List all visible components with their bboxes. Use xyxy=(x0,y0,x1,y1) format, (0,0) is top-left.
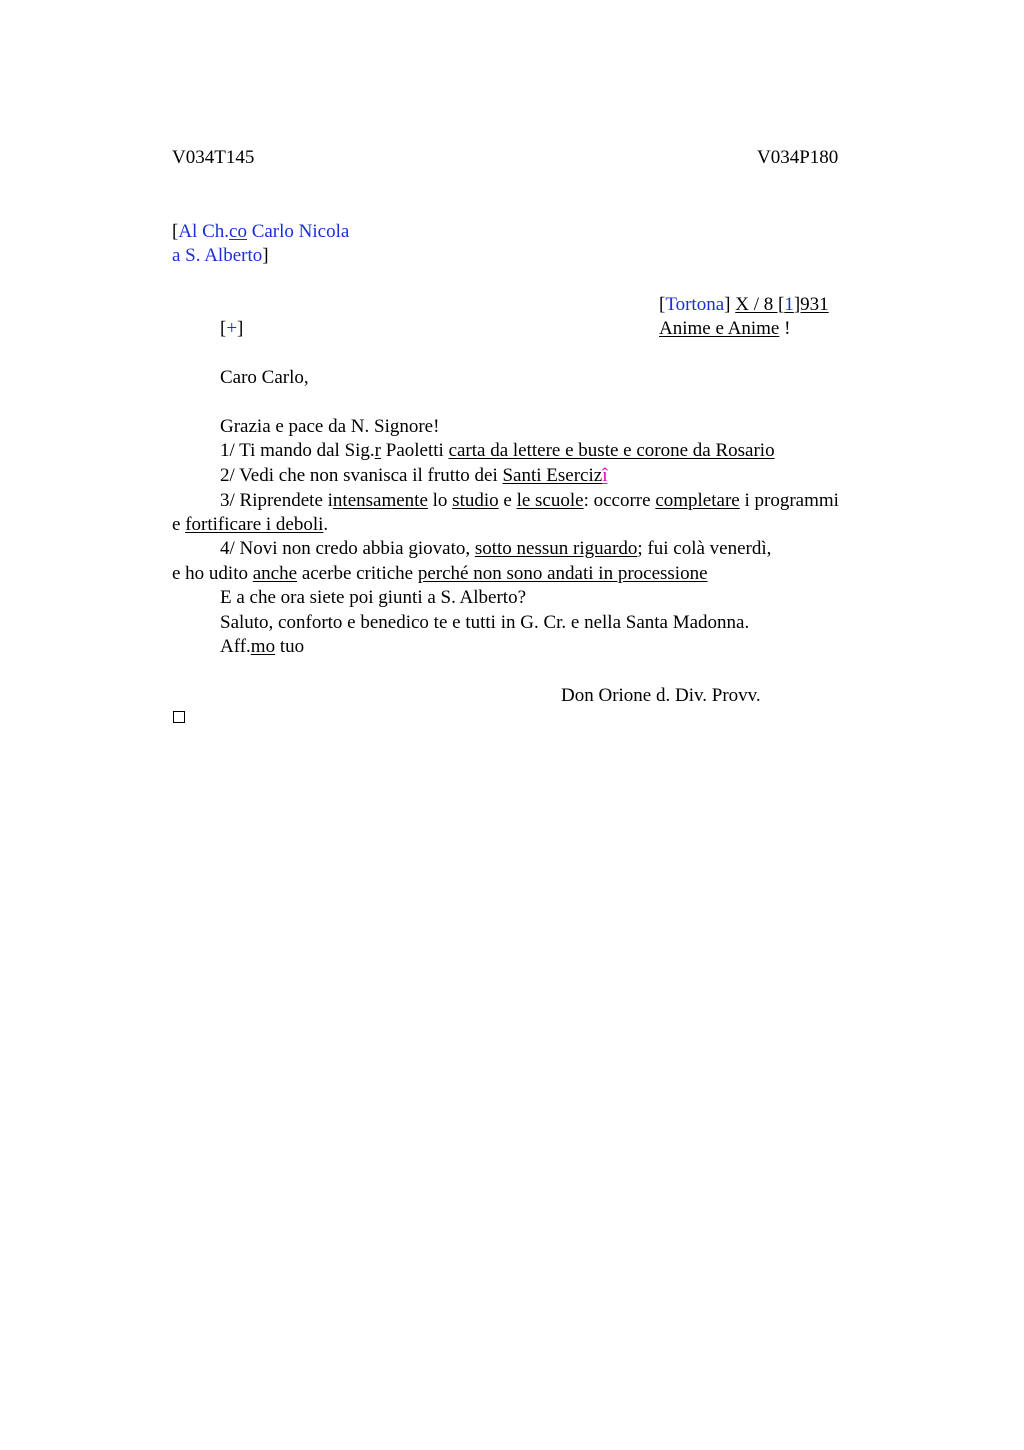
dateline-place: Tortona xyxy=(665,294,725,315)
document-code-left: V034T145 xyxy=(172,147,255,168)
point-4: 4/ Novi non credo abbia giovato, sotto nessun riguardo; fui colà venerdì, xyxy=(220,538,772,559)
addressee-prefix: Al Ch. xyxy=(178,221,230,242)
point-3: 3/ Riprendete intensamente lo studio e le scuole: occorre completare i programmi xyxy=(220,490,839,511)
closing: Aff.mo tuo xyxy=(220,636,305,657)
addressee-name: Carlo Nicola xyxy=(246,221,350,242)
point-2: 2/ Vedi che non svanisca il frutto dei Santi Esercizî xyxy=(220,465,608,486)
motto: Anime e Anime ! xyxy=(659,318,791,339)
dateline-date: X / 8 [1]931 xyxy=(735,294,829,315)
motto-text: Anime e Anime xyxy=(659,318,780,339)
point-1: 1/ Ti mando dal Sig.r Paoletti carta da lettere e buste e corone da Rosario xyxy=(220,440,775,461)
salutation: Grazia e pace da N. Signore! xyxy=(220,416,440,437)
blessing: Saluto, conforto e benedico te e tutti in G. Cr. e nella Santa Madonna. xyxy=(220,612,750,633)
cross-mark: [+] xyxy=(220,318,244,339)
page-code-right: V034P180 xyxy=(757,147,839,168)
addressee-abbr: co xyxy=(229,221,247,242)
addressee-line-1: [Al Ch.co Carlo Nicola xyxy=(172,221,350,242)
dateline: [Tortona] X / 8 [1]931 xyxy=(659,294,829,315)
point-3-continuation: e fortificare i deboli. xyxy=(172,514,329,535)
question: E a che ora siete poi giunti a S. Alberto? xyxy=(220,587,527,608)
point-4-continuation: e ho udito anche acerbe critiche perché non sono andati in processione xyxy=(172,563,708,584)
addressee-line-2: a S. Alberto] xyxy=(172,245,269,266)
addressee-place: a S. Alberto xyxy=(172,245,263,266)
signature: Don Orione d. Div. Provv. xyxy=(561,685,761,706)
greeting: Caro Carlo, xyxy=(220,367,309,388)
end-marker-checkbox xyxy=(173,711,185,723)
